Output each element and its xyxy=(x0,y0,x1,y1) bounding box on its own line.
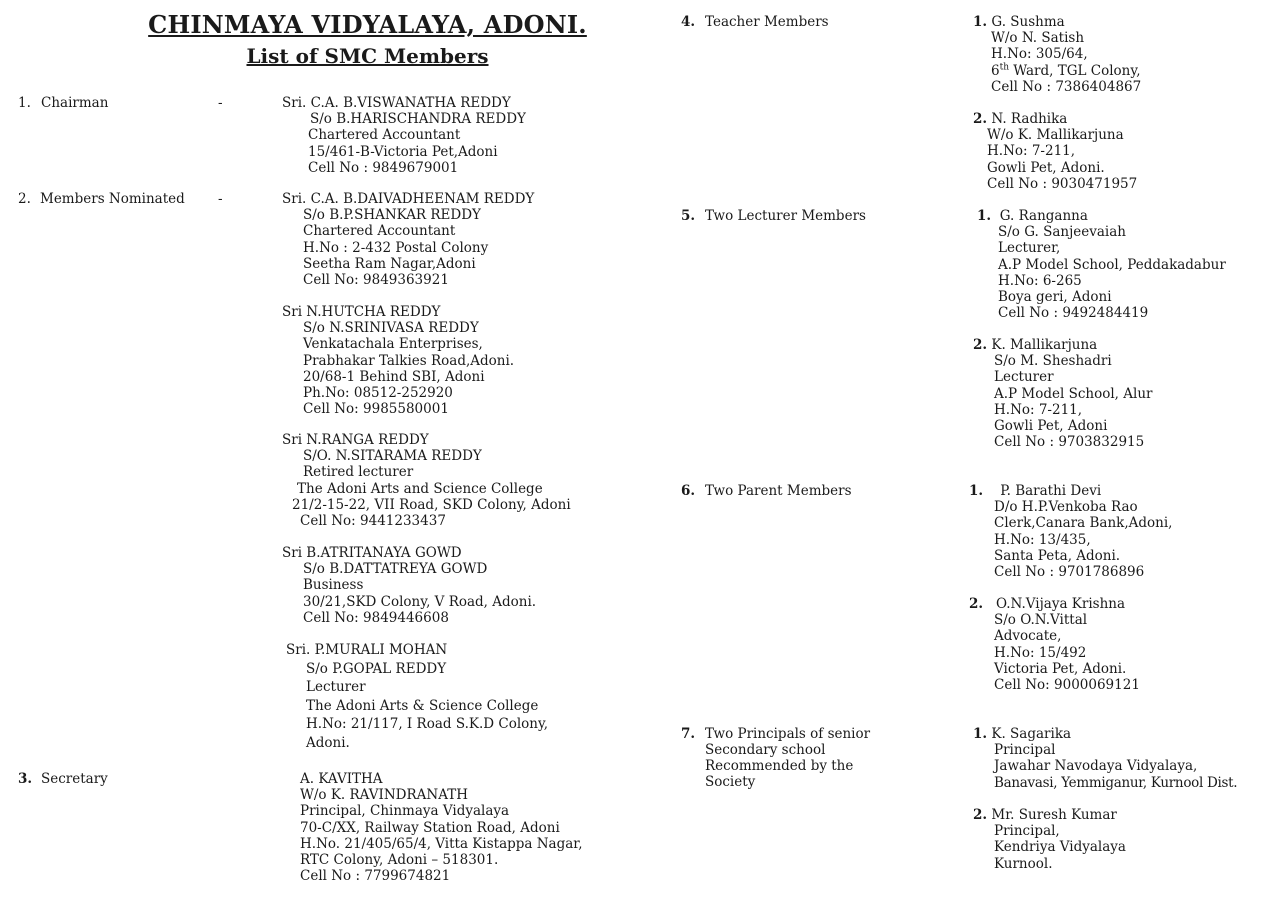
member-address: 20/68-1 Behind SBI, Adoni xyxy=(303,368,485,385)
member-name: G. Sushma xyxy=(991,14,1065,30)
section-3-number: 3. xyxy=(18,771,33,787)
member-address: Kendriya Vidyalaya xyxy=(994,839,1126,856)
nominated-member-4 xyxy=(282,545,536,626)
member-name: P. Barathi Devi xyxy=(1000,483,1102,499)
lecturer-member-1 xyxy=(977,208,1226,321)
member-phone: Cell No: 9000069121 xyxy=(994,677,1140,694)
member-relation: S/o O.N.Vittal xyxy=(994,612,1088,629)
member-name: Sri. C.A. B.DAIVADHEENAM REDDY xyxy=(282,191,535,207)
member-name: Mr. Suresh Kumar xyxy=(991,807,1117,823)
member-address: 6th Ward, TGL Colony, xyxy=(991,62,1141,79)
section-4-number: 4. xyxy=(681,14,696,30)
member-phone: Cell No : 9701786896 xyxy=(994,564,1145,581)
member-phone: Cell No : 7386404867 xyxy=(991,78,1142,95)
member-address: H.No: 13/435, xyxy=(994,531,1091,548)
nominated-member-2 xyxy=(282,304,514,417)
section-1-number: 1. xyxy=(18,95,31,111)
member-address: A.P Model School, Alur xyxy=(994,385,1153,402)
member-name: Sri N.RANGA REDDY xyxy=(282,432,429,448)
member-relation: S/O. N.SITARAMA REDDY xyxy=(303,448,482,465)
member-occupation: Principal, xyxy=(994,823,1060,840)
member-number: 2. xyxy=(969,596,984,612)
member-phone: Cell No: 9849363921 xyxy=(303,272,449,289)
member-relation: W/o K. Mallikarjuna xyxy=(987,127,1124,144)
member-address: H.No: 15/492 xyxy=(994,644,1087,661)
member-address: Adoni. xyxy=(306,734,350,751)
member-address: 70-C/XX, Railway Station Road, Adoni xyxy=(300,819,560,836)
section-1-dash: - xyxy=(218,95,223,111)
member-address: Banavasi, Yemmiganur, Kurnool Dist. xyxy=(994,774,1238,791)
member-address: The Adoni Arts & Science College xyxy=(306,697,539,714)
member-phone: Cell No: 9849446608 xyxy=(303,609,449,626)
member-address: H.No: 6-265 xyxy=(998,272,1082,289)
member-address: Prabhakar Talkies Road,Adoni. xyxy=(303,352,515,369)
member-occupation: Retired lecturer xyxy=(303,464,414,481)
parent-member-2 xyxy=(969,596,1140,693)
member-address: H.No: 7-211, xyxy=(987,143,1076,160)
member-relation: S/o G. Sanjeevaiah xyxy=(998,224,1126,241)
member-name: G. Ranganna xyxy=(999,208,1088,224)
section-6-number: 6. xyxy=(681,483,696,499)
nominated-member-5 xyxy=(286,641,548,752)
lecturer-member-2 xyxy=(973,337,1152,450)
member-occupation: Chartered Accountant xyxy=(308,127,461,144)
member-number: 2. xyxy=(973,337,988,353)
member-phone: Cell No : 9030471957 xyxy=(987,175,1138,192)
section-7-label: Two Principals of senior Secondary school Recommended by the Society xyxy=(705,726,871,790)
member-name: Sri. P.MURALI MOHAN xyxy=(286,642,448,658)
member-name: N. Radhika xyxy=(991,111,1068,127)
teacher-member-1 xyxy=(973,14,1141,95)
teacher-member-2 xyxy=(973,111,1137,192)
member-occupation: Principal xyxy=(994,742,1056,759)
member-relation: D/o H.P.Venkoba Rao xyxy=(994,499,1138,516)
member-address: 15/461-B-Victoria Pet,Adoni xyxy=(308,143,498,160)
nominated-member-1 xyxy=(282,191,534,288)
member-relation: S/o N.SRINIVASA REDDY xyxy=(303,320,479,337)
nominated-member-3 xyxy=(282,432,571,529)
member-address: Santa Peta, Adoni. xyxy=(994,547,1121,564)
member-relation: S/o B.P.SHANKAR REDDY xyxy=(303,207,481,224)
member-relation: S/o B.DATTATREYA GOWD xyxy=(303,561,488,578)
member-address: Seetha Ram Nagar,Adoni xyxy=(303,255,476,272)
section-5-label: Two Lecturer Members xyxy=(705,208,866,224)
section-4-label: Teacher Members xyxy=(705,14,829,30)
member-address: 21/2-15-22, VII Road, SKD Colony, Adoni xyxy=(292,496,571,513)
member-address: RTC Colony, Adoni – 518301. xyxy=(300,852,499,869)
principal-member-1 xyxy=(973,726,1237,791)
member-address: Gowli Pet, Adoni. xyxy=(987,159,1105,176)
member-phone: Cell No : 9849679001 xyxy=(308,159,459,176)
member-occupation: Lecturer xyxy=(994,369,1054,386)
member-occupation: Clerk,Canara Bank,Adoni, xyxy=(994,515,1173,532)
member-occupation: Venkatachala Enterprises, xyxy=(303,336,483,353)
member-occupation: Principal, Chinmaya Vidyalaya xyxy=(300,803,510,820)
member-relation: W/o N. Satish xyxy=(991,30,1085,47)
section-2-dash: - xyxy=(218,191,223,207)
section-5-number: 5. xyxy=(681,208,696,224)
section-3-label: Secretary xyxy=(41,771,108,787)
member-name: Sri. C.A. B.VISWANATHA REDDY xyxy=(282,95,511,111)
section-2-label: Members Nominated xyxy=(40,191,185,207)
member-name: K. Sagarika xyxy=(991,726,1072,742)
member-name: K. Mallikarjuna xyxy=(991,337,1098,353)
member-number: 1. xyxy=(973,726,988,742)
page-title: CHINMAYA VIDYALAYA, ADONI. xyxy=(148,10,587,39)
member-occupation: Chartered Accountant xyxy=(303,223,456,240)
member-relation: S/o B.HARISCHANDRA REDDY xyxy=(310,111,526,128)
member-number: 2. xyxy=(973,111,988,127)
section-6-label: Two Parent Members xyxy=(705,483,852,499)
member-name: Sri N.HUTCHA REDDY xyxy=(282,304,441,320)
member-phone: Cell No : 7799674821 xyxy=(300,868,451,885)
member-phone: Cell No: 9985580001 xyxy=(303,401,449,418)
member-phone: Ph.No: 08512-252920 xyxy=(303,385,453,402)
member-address: A.P Model School, Peddakadabur xyxy=(998,256,1226,273)
member-name: A. KAVITHA xyxy=(300,771,383,787)
section-1-label: Chairman xyxy=(41,95,109,111)
secretary-block xyxy=(300,771,583,884)
member-phone: Cell No : 9492484419 xyxy=(998,305,1149,322)
member-number: 1. xyxy=(973,14,988,30)
member-occupation: Lecturer xyxy=(306,679,366,695)
member-address: 30/21,SKD Colony, V Road, Adoni. xyxy=(303,593,537,610)
parent-member-1 xyxy=(969,483,1172,580)
member-number: 1. xyxy=(969,483,984,499)
page-subtitle: List of SMC Members xyxy=(246,44,489,68)
member-phone: Cell No : 9703832915 xyxy=(994,434,1145,451)
member-phone: Cell No: 9441233437 xyxy=(300,513,446,530)
member-address: H.No: 7-211, xyxy=(994,401,1083,418)
section-7-number: 7. xyxy=(681,726,696,742)
member-occupation: Advocate, xyxy=(994,628,1062,645)
member-occupation: Lecturer, xyxy=(998,240,1061,257)
member-relation: S/o P.GOPAL REDDY xyxy=(306,660,447,677)
member-relation: S/o M. Sheshadri xyxy=(994,353,1112,370)
member-occupation: Business xyxy=(303,577,364,594)
member-relation: W/o K. RAVINDRANATH xyxy=(300,787,468,804)
member-address: Victoria Pet, Adoni. xyxy=(994,660,1127,677)
member-address: H.No : 2-432 Postal Colony xyxy=(303,239,489,256)
principal-member-2 xyxy=(973,807,1126,872)
member-address: Boya geri, Adoni xyxy=(998,289,1112,306)
section-2-number: 2. xyxy=(18,191,31,207)
member-number: 2. xyxy=(973,807,988,823)
member-address: H.No: 21/117, I Road S.K.D Colony, xyxy=(306,716,549,732)
member-name: O.N.Vijaya Krishna xyxy=(995,596,1126,612)
member-address: Jawahar Navodaya Vidyalaya, xyxy=(994,758,1198,775)
member-address: Gowli Pet, Adoni xyxy=(994,418,1108,435)
member-address: Kurnool. xyxy=(994,855,1053,872)
chairman-block xyxy=(282,95,526,176)
member-address: H.No. 21/405/65/4, Vitta Kistappa Nagar, xyxy=(300,835,583,852)
member-address: The Adoni Arts and Science College xyxy=(297,480,543,497)
member-name: Sri B.ATRITANAYA GOWD xyxy=(282,545,462,561)
member-number: 1. xyxy=(977,208,992,224)
member-address: H.No: 305/64, xyxy=(991,46,1088,63)
